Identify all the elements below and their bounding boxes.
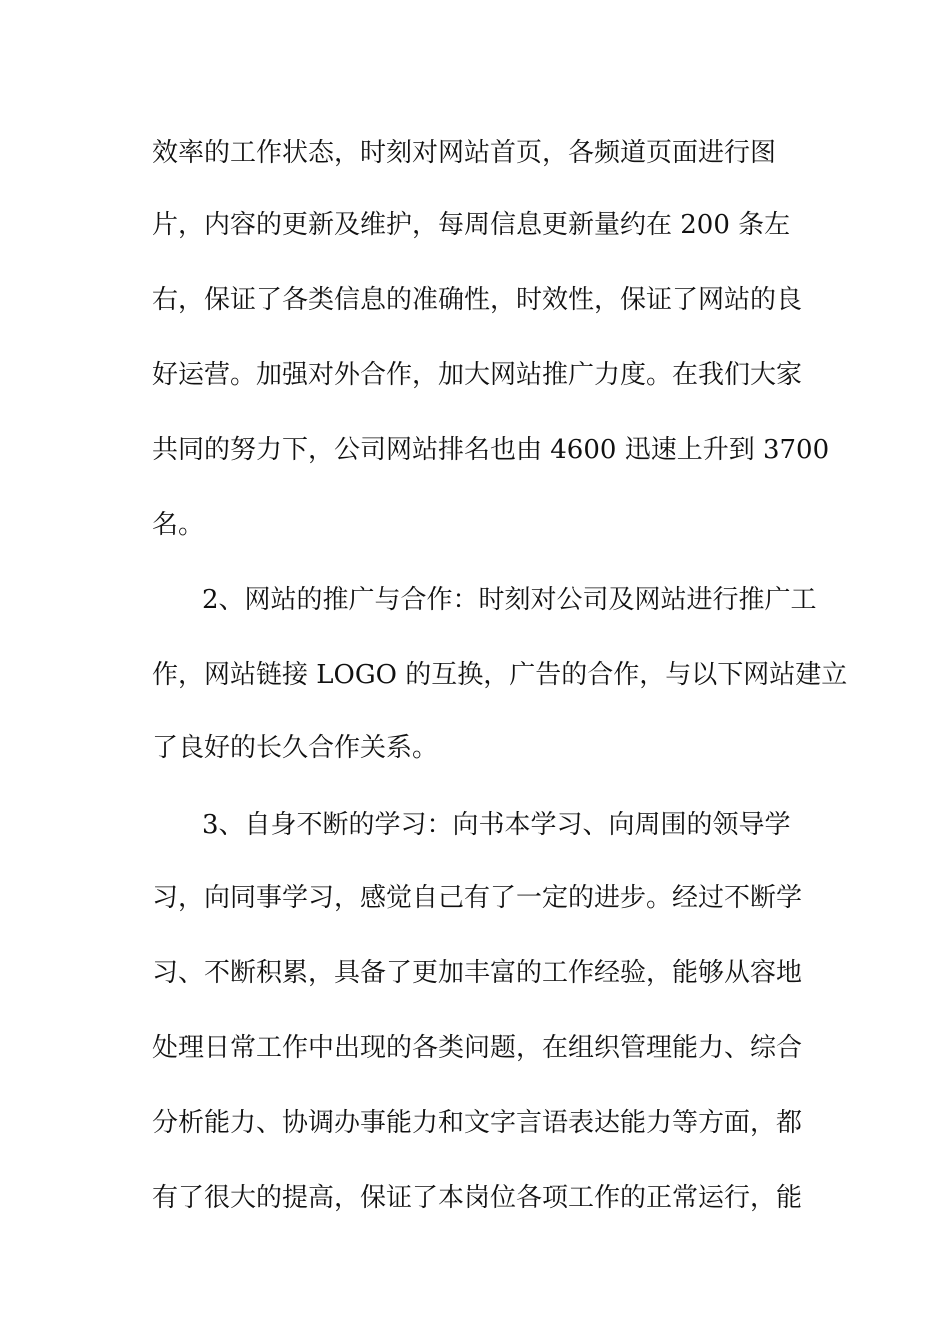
text-line: 作，网站链接 LOGO 的互换，广告的合作，与以下网站建立 [152,660,848,690]
paragraph-2-first-line: 2、网站的推广与合作：时刻对公司及网站进行推广工 [202,585,817,615]
text-line: 分析能力、协调办事能力和文字言语表达能力等方面，都 [152,1108,803,1138]
text-line: 处理日常工作中出现的各类问题，在组织管理能力、综合 [152,1033,803,1063]
text-line: 右，保证了各类信息的准确性，时效性，保证了网站的良 [152,285,803,315]
text-line: 好运营。加强对外合作，加大网站推广力度。在我们大家 [152,360,803,390]
text-line: 习、不断积累，具备了更加丰富的工作经验，能够从容地 [152,958,803,988]
text-line: 了良好的长久合作关系。 [152,733,439,763]
text-line: 共同的努力下，公司网站排名也由 4600 迅速上升到 3700 [152,435,830,465]
text-line: 片，内容的更新及维护，每周信息更新量约在 200 条左 [152,210,791,240]
text-line: 有了很大的提高，保证了本岗位各项工作的正常运行，能 [152,1183,803,1213]
paragraph-3-first-line: 3、自身不断的学习：向书本学习、向周围的领导学 [202,810,791,840]
text-line: 效率的工作状态，时刻对网站首页，各频道页面进行图 [152,138,777,168]
text-line: 习，向同事学习，感觉自己有了一定的进步。经过不断学 [152,883,803,913]
text-line: 名。 [152,510,205,540]
